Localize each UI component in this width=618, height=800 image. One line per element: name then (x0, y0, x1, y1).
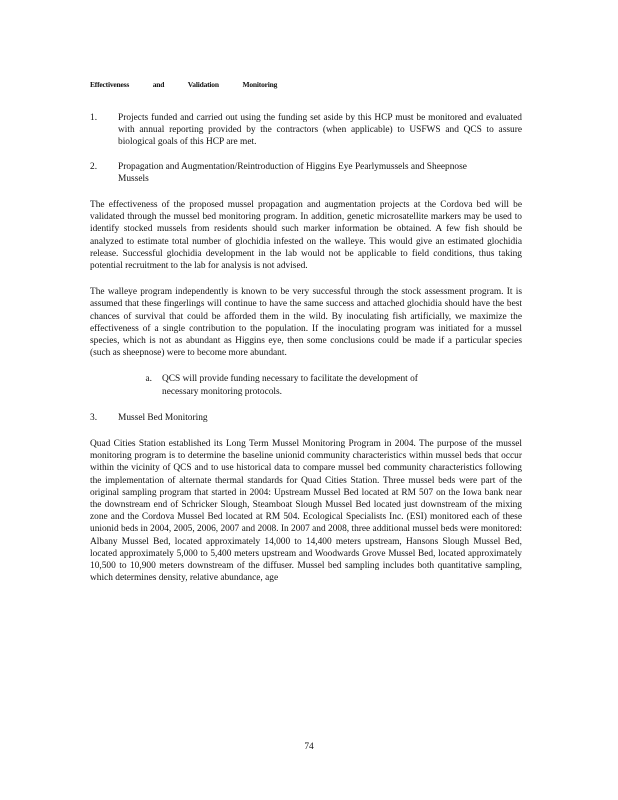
item-number: 1. (90, 113, 98, 123)
paragraph-monitoring: Quad Cities Station established its Long Term Mussel Monitoring Program in 2004. The purpose of the mussel monitoring program is to determine the baseline unionid community characteristics within mussel beds that occur within the vicinity of QCS and to use historical data to compare mussel bed community characteristics following the implementation of alternate thermal standards for Quad Cities Station. Three mussel beds were part of the original sampling program that started in 2004: Upstream Mussel Bed located at RM 507 on the Iowa bank near the downstream end of Schricker Slough, Steamboat Slough Mussel Bed located just downstream of the mixing zone and the Cordova Mussel Bed located at RM 504. Ecological Specialists Inc. (ESI) monitored each of these unionid beds in 2004, 2005, 2006, 2007 and 2008. In 2007 and 2008, three additional mussel beds were monitored: Albany Mussel Bed, located approximately 14,000 to 14,400 meters upstream, Hansons Slough Mussel Bed, located approximately 5,000 to 5,400 meters upstream and Woodwards Grove Mussel Bed, located approximately 10,500 to 10,900 meters downstream of the diffuser. Mussel bed sampling includes both quantitative sampling, which determines density, relative abundance, age (90, 439, 522, 584)
item-text: Mussel Bed Monitoring (118, 412, 208, 423)
document-page (90, 80, 522, 585)
paragraph-walleye: The walleye program independently is known to be very successful through the stock assessment program. It is assumed that these fingerlings will continue to have the same success and attached glochidia should have the best chances of survival that could be afforded them in the wild. By inoculating fish artificially, we maximize the effectiveness of a single contribution to the population. If the inoculating program was initiated for a mussel species, which is not as abundant as Higgins eye, then some conclusions could be made if a particular species (such as sheepnose) were to become more abundant. (90, 287, 522, 359)
section-heading: Effectiveness and Validation Monitoring (90, 80, 278, 89)
item-number: 3. (90, 412, 98, 423)
page-number: 74 (304, 742, 314, 752)
paragraph-effectiveness: The effectiveness of the proposed mussel propagation and augmentation projects at the Cordova bed will be validated through the mussel bed monitoring program. In addition, genetic microsatellite markers may be used to identify stocked mussels from residents should such marker information be obtained. A few fish should be analyzed to estimate total number of glochidia infested on the walleye. This would give an estimated glochidia release. Successful glochidia development in the lab would not be applicable to field conditions, thus taking potential recruitment to the lab for analysis is not advised. (90, 200, 522, 272)
numbered-item-3 (90, 412, 522, 424)
numbered-item-1 (90, 112, 522, 149)
item-number: 2. (90, 161, 98, 172)
sub-item-letter: a. (145, 374, 152, 385)
sub-item-text: QCS will provide funding necessary to facilitate the development of necessary monitoring protocols. (162, 374, 418, 397)
numbered-item-2 (90, 161, 522, 185)
sub-item-a (126, 373, 522, 397)
item-text: Projects funded and carried out using the funding set aside by this HCP must be monitored and evaluated with annual reporting provided by the contractors (when applicable) to USFWS and QCS to assure biological goals of this HCP are met. (118, 113, 522, 148)
item-text: Propagation and Augmentation/Reintroduction of Higgins Eye Pearlymussels and Sheepnose Mussels (118, 161, 467, 184)
